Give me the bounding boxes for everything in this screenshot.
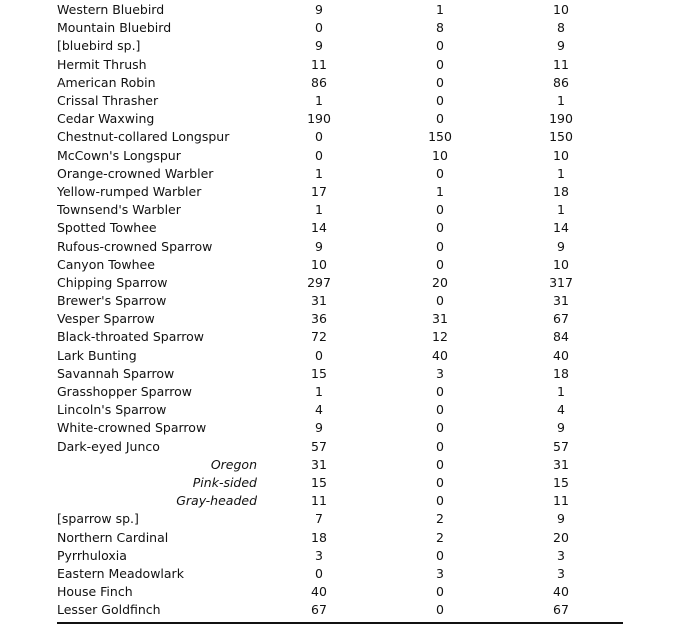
- bird-count-table: [57, 1, 623, 619]
- count-column-2: 0: [436, 74, 444, 90]
- count-column-2: 0: [436, 602, 444, 618]
- table-row: [57, 201, 623, 219]
- count-column-2: 31: [432, 311, 448, 327]
- table-row: [57, 147, 623, 165]
- species-name: Spotted Towhee: [57, 220, 157, 236]
- species-name: Dark-eyed Junco: [57, 438, 160, 454]
- count-column-2: 0: [436, 293, 444, 309]
- bottom-rule: [57, 622, 623, 624]
- count-column-1: 0: [315, 20, 323, 36]
- species-name: Yellow-rumped Warbler: [57, 183, 202, 199]
- species-name: Northern Cardinal: [57, 529, 169, 545]
- count-column-1: 9: [315, 38, 323, 54]
- count-column-2: 3: [436, 565, 444, 581]
- species-name: Crissal Thrasher: [57, 93, 159, 109]
- count-column-2: 0: [436, 93, 444, 109]
- count-total: 8: [557, 20, 565, 36]
- species-name: McCown's Longspur: [57, 147, 181, 163]
- table-row: [57, 528, 623, 546]
- count-column-1: 72: [311, 329, 327, 345]
- species-name: Black-throated Sparrow: [57, 329, 205, 345]
- count-total: 18: [553, 365, 569, 381]
- count-total: 190: [549, 111, 573, 127]
- count-column-1: 4: [315, 402, 323, 418]
- count-column-1: 1: [315, 93, 323, 109]
- species-name: Grasshopper Sparrow: [57, 384, 192, 400]
- table-row: [57, 456, 623, 474]
- table-row: [57, 419, 623, 437]
- table-row: [57, 583, 623, 601]
- count-column-1: 9: [315, 238, 323, 254]
- count-total: 9: [557, 511, 565, 527]
- table-row: [57, 510, 623, 528]
- table-row: [57, 165, 623, 183]
- count-total: 150: [549, 129, 573, 145]
- species-name: Brewer's Sparrow: [57, 293, 167, 309]
- species-name: Western Bluebird: [57, 2, 165, 18]
- table-row: [57, 547, 623, 565]
- count-column-1: 1: [315, 202, 323, 218]
- table-row: [57, 274, 623, 292]
- count-column-2: 0: [436, 456, 444, 472]
- count-total: 14: [553, 220, 569, 236]
- count-total: 10: [553, 256, 569, 272]
- count-column-1: 10: [311, 256, 327, 272]
- table-row: [57, 347, 623, 365]
- count-column-1: 190: [307, 111, 331, 127]
- count-total: 40: [553, 347, 569, 363]
- table-row: [57, 438, 623, 456]
- table-row: [57, 183, 623, 201]
- species-name: [sparrow sp.]: [57, 511, 139, 527]
- table-row: [57, 365, 623, 383]
- count-column-2: 40: [432, 347, 448, 363]
- subspecies-name: Gray-headed: [176, 493, 257, 509]
- species-name: Pyrrhuloxia: [57, 547, 127, 563]
- species-name: Canyon Towhee: [57, 256, 155, 272]
- species-name: Hermit Thrush: [57, 56, 147, 72]
- count-total: 20: [553, 529, 569, 545]
- count-total: 67: [553, 602, 569, 618]
- count-total: 3: [557, 547, 565, 563]
- table-row: [57, 19, 623, 37]
- count-column-1: 0: [315, 147, 323, 163]
- count-column-2: 0: [436, 202, 444, 218]
- count-column-1: 1: [315, 165, 323, 181]
- count-column-2: 0: [436, 38, 444, 54]
- count-total: 11: [553, 493, 569, 509]
- count-column-2: 0: [436, 474, 444, 490]
- species-name: Mountain Bluebird: [57, 20, 172, 36]
- count-column-1: 67: [311, 602, 327, 618]
- species-name: Eastern Meadowlark: [57, 565, 184, 581]
- count-column-2: 20: [432, 274, 448, 290]
- table-row: [57, 601, 623, 619]
- species-name: [bluebird sp.]: [57, 38, 141, 54]
- species-name: Cedar Waxwing: [57, 111, 155, 127]
- count-total: 67: [553, 311, 569, 327]
- species-name: White-crowned Sparrow: [57, 420, 207, 436]
- count-total: 1: [557, 165, 565, 181]
- table-row: [57, 474, 623, 492]
- species-name: House Finch: [57, 584, 133, 600]
- count-total: 10: [553, 147, 569, 163]
- species-name: Vesper Sparrow: [57, 311, 155, 327]
- count-column-1: 297: [307, 274, 331, 290]
- count-column-2: 3: [436, 365, 444, 381]
- species-name: Chipping Sparrow: [57, 274, 168, 290]
- table-row: [57, 74, 623, 92]
- count-column-1: 0: [315, 565, 323, 581]
- table-row: [57, 401, 623, 419]
- table-row: [57, 565, 623, 583]
- count-column-2: 0: [436, 402, 444, 418]
- count-column-1: 14: [311, 220, 327, 236]
- count-column-1: 0: [315, 129, 323, 145]
- count-column-2: 0: [436, 547, 444, 563]
- table-row: [57, 237, 623, 255]
- species-name: Lincoln's Sparrow: [57, 402, 167, 418]
- count-column-2: 150: [428, 129, 452, 145]
- count-column-1: 9: [315, 2, 323, 18]
- count-column-2: 0: [436, 384, 444, 400]
- count-total: 1: [557, 202, 565, 218]
- count-column-1: 15: [311, 474, 327, 490]
- count-column-1: 11: [311, 56, 327, 72]
- table-row: [57, 292, 623, 310]
- count-column-2: 0: [436, 438, 444, 454]
- table-row: [57, 92, 623, 110]
- table-row: [57, 219, 623, 237]
- species-name: Chestnut-collared Longspur: [57, 129, 230, 145]
- count-column-1: 31: [311, 456, 327, 472]
- count-column-2: 2: [436, 511, 444, 527]
- count-column-2: 0: [436, 584, 444, 600]
- subspecies-name: Pink-sided: [192, 474, 257, 490]
- species-name: Rufous-crowned Sparrow: [57, 238, 213, 254]
- species-name: American Robin: [57, 74, 156, 90]
- count-total: 15: [553, 474, 569, 490]
- count-column-1: 3: [315, 547, 323, 563]
- count-total: 18: [553, 183, 569, 199]
- count-column-2: 0: [436, 420, 444, 436]
- species-name: Townsend's Warbler: [57, 202, 181, 218]
- count-column-2: 0: [436, 256, 444, 272]
- count-column-1: 17: [311, 183, 327, 199]
- table-body: [57, 1, 623, 619]
- species-name: Orange-crowned Warbler: [57, 165, 214, 181]
- count-column-1: 0: [315, 347, 323, 363]
- table-row: [57, 37, 623, 55]
- count-total: 4: [557, 402, 565, 418]
- count-column-1: 1: [315, 384, 323, 400]
- count-total: 9: [557, 238, 565, 254]
- count-column-2: 10: [432, 147, 448, 163]
- count-total: 1: [557, 93, 565, 109]
- count-total: 10: [553, 2, 569, 18]
- subspecies-name: Oregon: [210, 456, 257, 472]
- count-total: 317: [549, 274, 573, 290]
- count-column-2: 0: [436, 238, 444, 254]
- table-row: [57, 328, 623, 346]
- count-column-1: 57: [311, 438, 327, 454]
- count-column-2: 0: [436, 111, 444, 127]
- count-column-2: 0: [436, 56, 444, 72]
- count-column-2: 0: [436, 493, 444, 509]
- count-column-1: 31: [311, 293, 327, 309]
- table-row: [57, 383, 623, 401]
- count-total: 1: [557, 384, 565, 400]
- count-column-1: 18: [311, 529, 327, 545]
- count-total: 40: [553, 584, 569, 600]
- table-row: [57, 56, 623, 74]
- table-row: [57, 128, 623, 146]
- count-column-1: 15: [311, 365, 327, 381]
- count-column-1: 40: [311, 584, 327, 600]
- count-total: 57: [553, 438, 569, 454]
- count-column-2: 1: [436, 183, 444, 199]
- count-total: 9: [557, 420, 565, 436]
- count-column-2: 1: [436, 2, 444, 18]
- table-row: [57, 256, 623, 274]
- count-column-2: 12: [432, 329, 448, 345]
- count-column-2: 8: [436, 20, 444, 36]
- species-name: Savannah Sparrow: [57, 365, 175, 381]
- count-total: 3: [557, 565, 565, 581]
- count-column-1: 86: [311, 74, 327, 90]
- count-column-1: 36: [311, 311, 327, 327]
- count-column-1: 11: [311, 493, 327, 509]
- count-column-2: 2: [436, 529, 444, 545]
- count-total: 84: [553, 329, 569, 345]
- species-name: Lesser Goldfinch: [57, 602, 161, 618]
- count-column-2: 0: [436, 220, 444, 236]
- count-total: 86: [553, 74, 569, 90]
- count-column-2: 0: [436, 165, 444, 181]
- count-total: 31: [553, 293, 569, 309]
- table-row: [57, 1, 623, 19]
- count-total: 31: [553, 456, 569, 472]
- table-row: [57, 110, 623, 128]
- table-row: [57, 492, 623, 510]
- species-name: Lark Bunting: [57, 347, 137, 363]
- count-column-1: 7: [315, 511, 323, 527]
- count-column-1: 9: [315, 420, 323, 436]
- count-total: 11: [553, 56, 569, 72]
- table-row: [57, 310, 623, 328]
- count-total: 9: [557, 38, 565, 54]
